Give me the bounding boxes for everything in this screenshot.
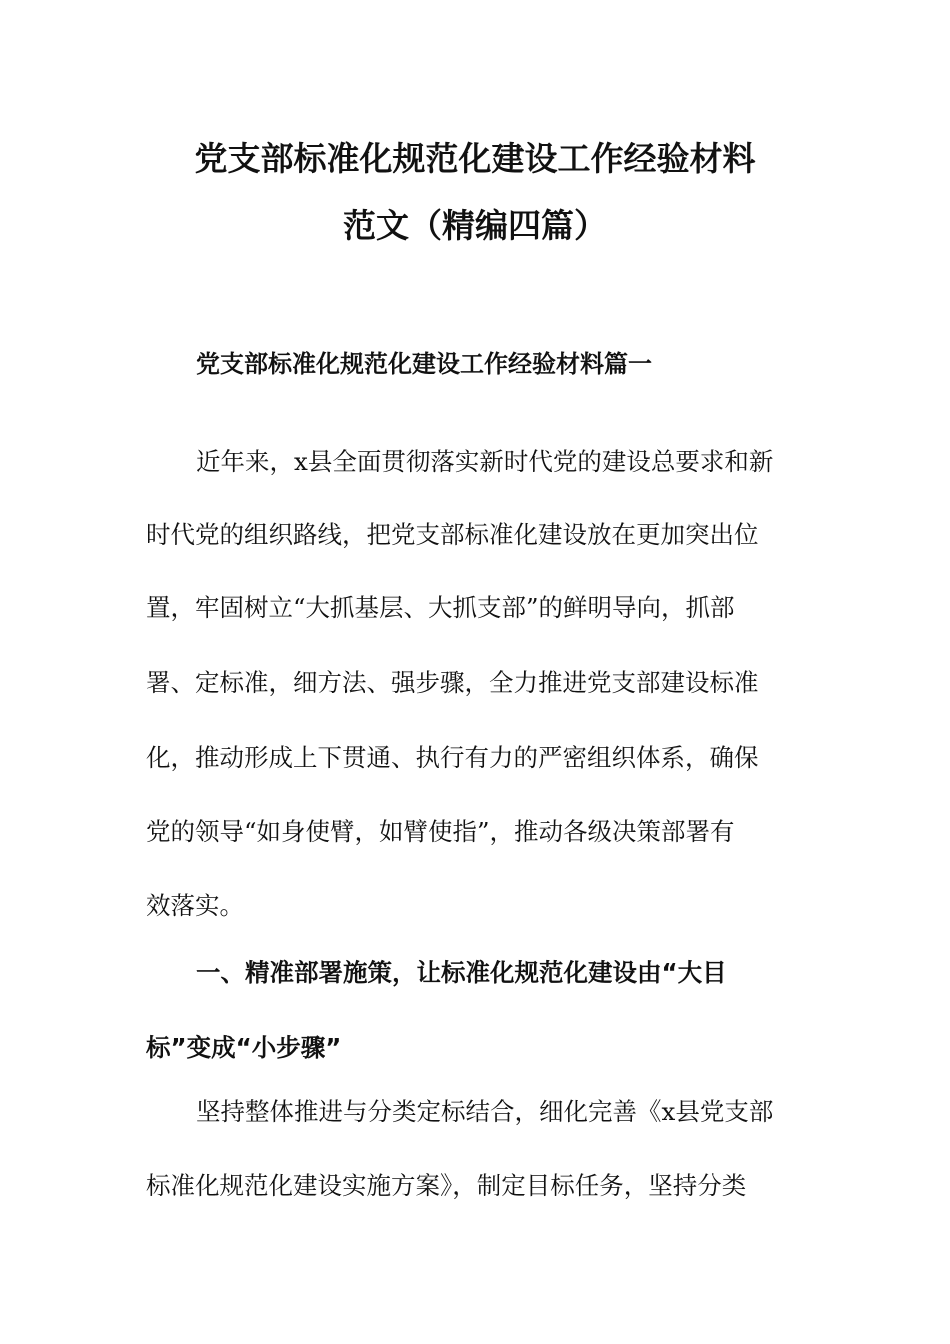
paragraph-1-line-1: 近年来，x县全面贯彻落实新时代党的建设总要求和新 <box>196 447 774 476</box>
paragraph-2-line-2: 标准化规范化建设实施方案》，制定目标任务，坚持分类 <box>146 1171 747 1200</box>
paragraph-1-line-6: 党的领导“如身使臂，如臂使指”，推动各级决策部署有 <box>146 817 735 846</box>
paragraph-1-line-5: 化，推动形成上下贯通、执行有力的严密组织体系，确保 <box>146 743 759 772</box>
paragraph-1-line-4: 署、定标准，细方法、强步骤，全力推进党支部建设标准 <box>146 668 759 697</box>
paragraph-2-line-1: 坚持整体推进与分类定标结合，细化完善《x县党支部 <box>196 1097 774 1126</box>
section-heading: 党支部标准化规范化建设工作经验材料篇一 <box>196 350 652 378</box>
heading-1-line-2: 标”变成“小步骤” <box>146 1033 342 1062</box>
document-title-line-2: 范文（精编四篇） <box>343 206 607 245</box>
document-title-line-1: 党支部标准化规范化建设工作经验材料 <box>194 139 756 178</box>
paragraph-1-line-2: 时代党的组织路线，把党支部标准化建设放在更加突出位 <box>146 520 759 549</box>
heading-1-line-1: 一、精准部署施策，让标准化规范化建设由“大目 <box>196 958 727 987</box>
paragraph-1-line-7: 效落实。 <box>146 891 244 920</box>
paragraph-1-line-3: 置，牢固树立“大抓基层、大抓支部”的鲜明导向，抓部 <box>146 593 735 622</box>
